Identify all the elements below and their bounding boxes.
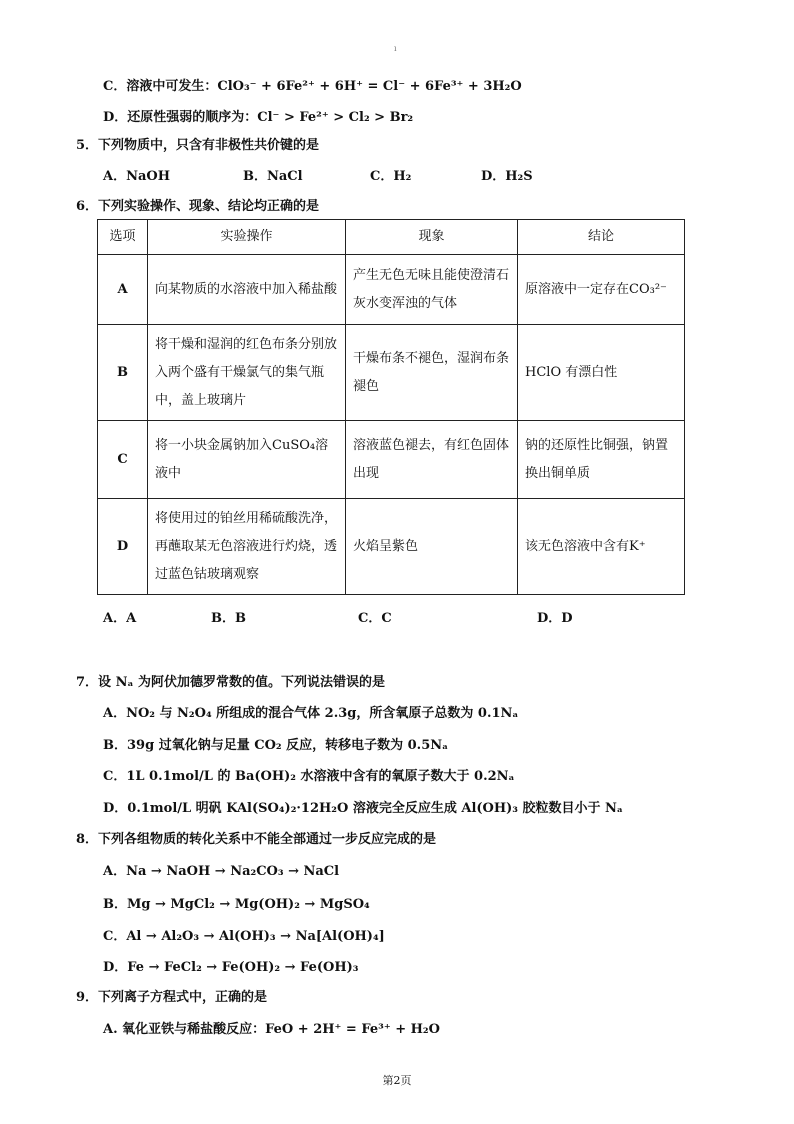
- table-row: [98, 499, 685, 595]
- q9-stem: 9．下列离子方程式中，正确的是: [76, 990, 268, 1005]
- row-label: A: [98, 255, 148, 325]
- table-row: [98, 421, 685, 499]
- table-row: [98, 325, 685, 421]
- q6-option-a: A．A: [103, 611, 137, 626]
- table-row: [98, 255, 685, 325]
- q5-option-b: B．NaCl: [243, 169, 303, 184]
- experiment-table: [97, 219, 685, 595]
- row-label: D: [98, 499, 148, 595]
- row-phenomenon: 产生无色无味且能使澄清石灰水变浑浊的气体: [346, 255, 518, 325]
- row-label: C: [98, 421, 148, 499]
- q5-option-c: C．H₂: [370, 169, 412, 184]
- q5-option-a: A．NaOH: [103, 169, 170, 184]
- row-conclusion: 原溶液中一定存在CO₃²⁻: [518, 255, 685, 325]
- header-conclusion: 结论: [518, 220, 685, 255]
- row-operation: 向某物质的水溶液中加入稀盐酸: [148, 255, 346, 325]
- q7-stem: 7．设 Nₐ 为阿伏加德罗常数的值。下列说法错误的是: [76, 675, 386, 690]
- q4-option-c: C．溶液中可发生：ClO₃⁻ + 6Fe²⁺ + 6H⁺ = Cl⁻ + 6Fe³⁺ + 3H₂O: [103, 79, 522, 94]
- row-conclusion: 钠的还原性比铜强，钠置换出铜单质: [518, 421, 685, 499]
- row-operation: 将干燥和湿润的红色布条分别放入两个盛有干燥氯气的集气瓶中，盖上玻璃片: [148, 325, 346, 421]
- q8-option-c: C．Al → Al₂O₃ → Al(OH)₃ → Na[Al(OH)₄]: [103, 929, 385, 944]
- q7-option-b: B．39g 过氧化钠与足量 CO₂ 反应，转移电子数为 0.5Nₐ: [103, 738, 449, 753]
- q5-stem: 5．下列物质中，只含有非极性共价键的是: [76, 138, 320, 153]
- q6-option-b: B．B: [211, 611, 246, 626]
- q6-option-c: C．C: [358, 611, 392, 626]
- q8-stem: 8．下列各组物质的转化关系中不能全部通过一步反应完成的是: [76, 832, 437, 847]
- row-conclusion: 该无色溶液中含有K⁺: [518, 499, 685, 595]
- row-operation: 将一小块金属钠加入CuSO₄溶液中: [148, 421, 346, 499]
- q4-option-d: D．还原性强弱的顺序为：Cl⁻ > Fe²⁺ > Cl₂ > Br₂: [103, 110, 414, 125]
- row-phenomenon: 火焰呈紫色: [346, 499, 518, 595]
- q9-option-a: A. 氧化亚铁与稀盐酸反应：FeO + 2H⁺ = Fe³⁺ + H₂O: [103, 1022, 440, 1037]
- q6-option-d: D．D: [537, 611, 573, 626]
- row-conclusion: HClO 有漂白性: [518, 325, 685, 421]
- q8-option-b: B．Mg → MgCl₂ → Mg(OH)₂ → MgSO₄: [103, 897, 370, 912]
- q7-option-a: A．NO₂ 与 N₂O₄ 所组成的混合气体 2.3g，所含氧原子总数为 0.1Nₐ: [103, 706, 519, 721]
- row-operation: 将使用过的铂丝用稀硫酸洗净，再蘸取某无色溶液进行灼烧，透过蓝色钴玻璃观察: [148, 499, 346, 595]
- q7-option-d: D．0.1mol/L 明矾 KAl(SO₄)₂·12H₂O 溶液完全反应生成 Al(OH)₃ 胶粒数目小于 Nₐ: [103, 801, 623, 816]
- header-mark: ı: [394, 44, 397, 53]
- header-phenomenon: 现象: [346, 220, 518, 255]
- q8-option-a: A．Na → NaOH → Na₂CO₃ → NaCl: [103, 864, 340, 879]
- row-phenomenon: 干燥布条不褪色，湿润布条褪色: [346, 325, 518, 421]
- row-phenomenon: 溶液蓝色褪去，有红色固体出现: [346, 421, 518, 499]
- header-option: 选项: [98, 220, 148, 255]
- q6-stem: 6．下列实验操作、现象、结论均正确的是: [76, 199, 320, 214]
- q5-option-d: D．H₂S: [481, 169, 533, 184]
- header-operation: 实验操作: [148, 220, 346, 255]
- q7-option-c: C．1L 0.1mol/L 的 Ba(OH)₂ 水溶液中含有的氧原子数大于 0.2Nₐ: [103, 769, 515, 784]
- row-label: B: [98, 325, 148, 421]
- q8-option-d: D．Fe → FeCl₂ → Fe(OH)₂ → Fe(OH)₃: [103, 960, 359, 975]
- page-footer: 第2页: [382, 1074, 412, 1087]
- table-header-row: [98, 220, 685, 255]
